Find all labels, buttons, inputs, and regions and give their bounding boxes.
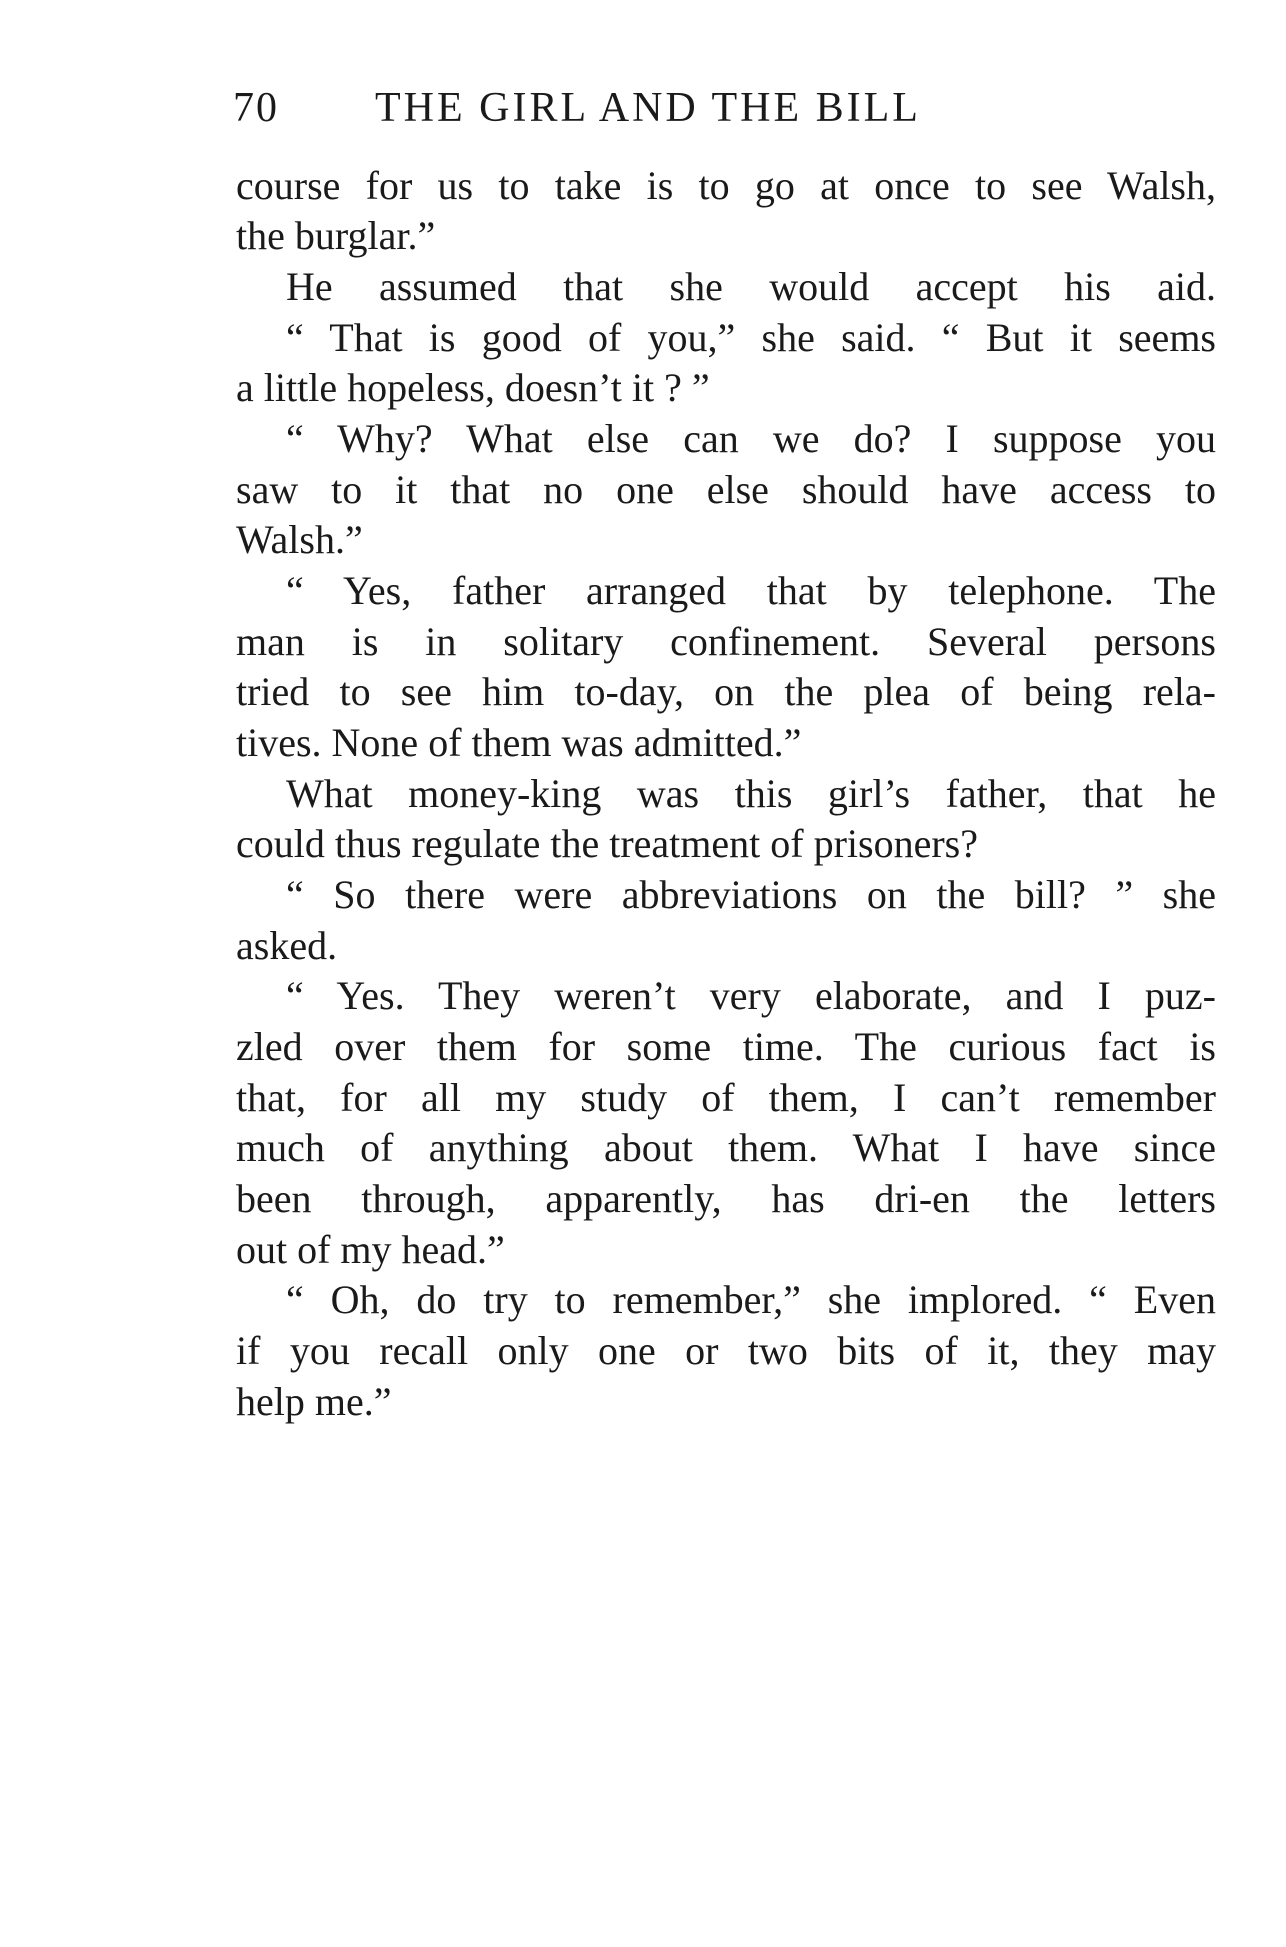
text-line: “ So there were abbreviations on the bill? ” she: [286, 872, 1216, 917]
text-line: a little hopeless, doesn’t it ? ”: [236, 365, 710, 410]
text-line: help me.”: [236, 1379, 392, 1424]
text-line: “ Yes, father arranged that by telephone. The: [286, 568, 1216, 613]
text-line: the burglar.”: [236, 213, 436, 258]
text-line: out of my head.”: [236, 1227, 505, 1272]
text-line: Walsh.”: [236, 517, 363, 562]
page-header: [233, 84, 1233, 154]
text-line: that, for all my study of them, I can’t remember: [236, 1075, 1216, 1120]
text-line: course for us to take is to go at once to see Walsh,: [236, 163, 1216, 208]
text-line: man is in solitary confinement. Several persons: [236, 619, 1216, 664]
text-line: “ Why? What else can we do? I suppose you: [286, 416, 1216, 461]
page-number: 70: [233, 85, 279, 131]
text-line: tried to see him to-day, on the plea of being rela-: [236, 669, 1216, 714]
text-line: “ That is good of you,” she said. “ But it seems: [286, 315, 1216, 360]
text-line: been through, apparently, has dri-en the letters: [236, 1176, 1216, 1221]
text-line: “ Yes. They weren’t very elaborate, and I puz-: [286, 973, 1216, 1018]
running-title: THE GIRL AND THE BILL: [375, 85, 921, 131]
text-line: What money-king was this girl’s father, that he: [286, 771, 1216, 816]
text-line: He assumed that she would accept his aid.: [286, 264, 1216, 309]
text-line: asked.: [236, 923, 338, 968]
text-line: “ Oh, do try to remember,” she implored. “ Even: [286, 1277, 1216, 1322]
text-line: saw to it that no one else should have access to: [236, 467, 1216, 512]
text-line: tives. None of them was admitted.”: [236, 720, 802, 765]
text-line: much of anything about them. What I have since: [236, 1125, 1216, 1170]
text-line: zled over them for some time. The curious fact is: [236, 1024, 1216, 1069]
text-line: if you recall only one or two bits of it, they may: [236, 1328, 1216, 1373]
text-line: could thus regulate the treatment of prisoners?: [236, 821, 978, 866]
